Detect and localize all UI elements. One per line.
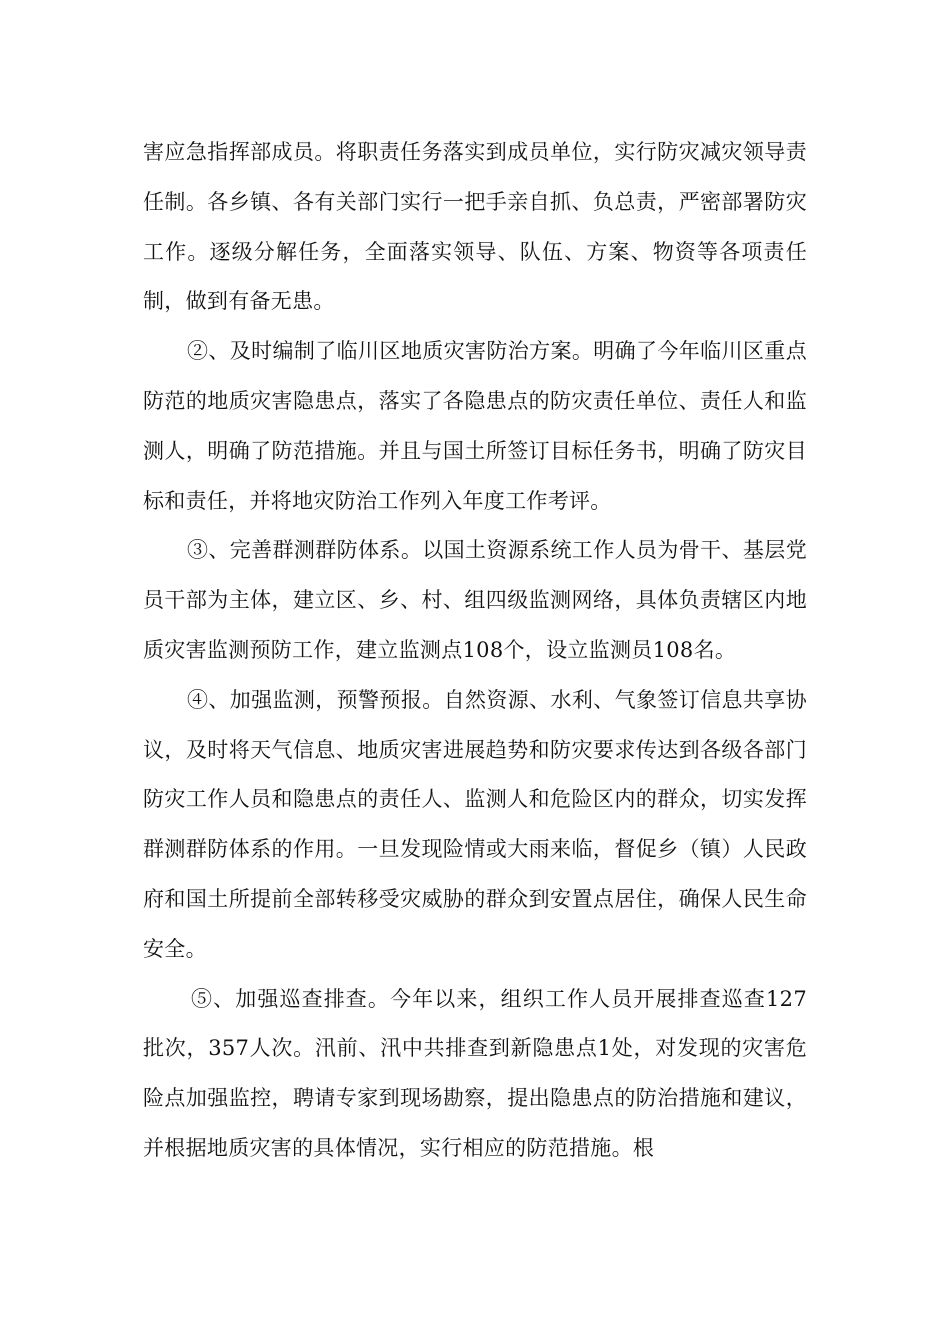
paragraph-item-4: ④、加强监测，预警预报。自然资源、水利、气象签订信息共享协议，及时将天气信息、地质灾害进展趋势和防灾要求传达到各级各部门防灾工作人员和隐患点的责任人、监测人和危险区内的群众，切实发挥群测群防体系的作用。一旦发现险情或大雨来临，督促乡（镇）人民政府和国土所提前全部转移受灾威胁的群众到安置点居住，确保人民生命安全。 <box>143 687 807 961</box>
paragraph-continuation: 害应急指挥部成员。将职责任务落实到成员单位，实行防灾减灾领导责任制。各乡镇、各有关部门实行一把手亲自抓、负总责，严密部署防灾工作。逐级分解任务，全面落实领导、队伍、方案、物资等各项责任制，做到有备无患。 <box>143 140 807 314</box>
document-body <box>143 128 807 1174</box>
paragraph-item-5: ⑤、加强巡查排查。今年以来，组织工作人员开展排查巡查127批次，357人次。汛前、汛中共排查到新隐患点1处，对发现的灾害危险点加强监控，聘请专家到现场勘察，提出隐患点的防治措施和建议，并根据地质灾害的具体情况，实行相应的防范措施。根 <box>143 986 807 1160</box>
paragraph-item-2: ②、及时编制了临川区地质灾害防治方案。明确了今年临川区重点防范的地质灾害隐患点，落实了各隐患点的防灾责任单位、责任人和监测人，明确了防范措施。并且与国土所签订目标任务书，明确了防灾目标和责任，并将地灾防治工作列入年度工作考评。 <box>143 339 807 513</box>
paragraph-item-3: ③、完善群测群防体系。以国土资源系统工作人员为骨干、基层党员干部为主体，建立区、乡、村、组四级监测网络，具体负责辖区内地质灾害监测预防工作，建立监测点108个，设立监测员108名。 <box>143 538 807 662</box>
